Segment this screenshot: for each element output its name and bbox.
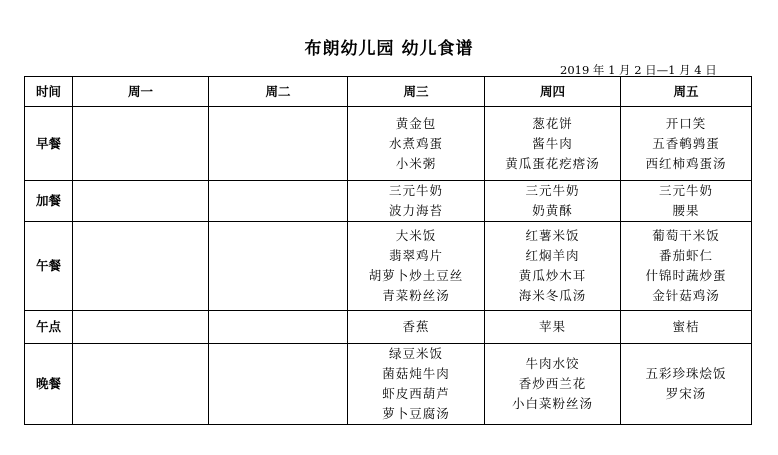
dish-item: 香蕉 [402,319,430,334]
dish-item: 胡萝卜炒土豆丝 [368,268,464,283]
menu-row-breakfast [25,107,752,181]
menu-cell-tue [209,311,348,344]
dish-item: 菌菇炖牛肉 [382,366,450,381]
header-day-fri: 周五 [621,77,752,107]
dish-item: 大米饭 [395,228,437,243]
menu-cell-wed [348,344,485,425]
dish-item: 黄瓜蛋花疙瘩汤 [505,155,600,171]
dish-item: 青菜粉丝汤 [382,288,450,303]
dish-item: 香炒西兰花 [518,376,587,391]
menu-cell-fri [621,107,752,181]
menu-cell-thu [485,222,621,311]
menu-row-snack [25,181,752,222]
dish-item: 葡萄干米饭 [652,228,720,243]
dish-item: 罗宋汤 [665,386,707,401]
dish-item: 红焖羊肉 [525,248,580,263]
header-day-tue: 周二 [209,77,348,107]
dish-item: 奶黄酥 [532,203,573,218]
dish-item: 水煮鸡蛋 [388,135,443,151]
dish-item: 苹果 [538,319,566,334]
dish-item: 波力海苔 [388,203,443,218]
menu-cell-tue [209,107,348,181]
header-day-thu: 周四 [485,77,621,107]
page-title: 布朗幼儿园 幼儿食谱 [304,39,474,59]
menu-cell-tue [209,181,348,222]
menu-cell-mon [73,181,209,222]
meal-label: 加餐 [25,181,73,222]
dish-item: 牛肉水饺 [525,356,580,371]
dish-item: 腰果 [672,203,700,218]
dish-item: 虾皮西葫芦 [382,386,450,401]
menu-cell-fri [621,311,752,344]
dish-item: 金针菇鸡汤 [652,288,720,303]
dish-item: 三元牛奶 [388,183,443,198]
dish-item: 什锦时蔬炒蛋 [645,268,727,283]
menu-cell-tue [209,344,348,425]
meal-label: 晚餐 [25,344,73,425]
menu-cell-fri [621,222,752,311]
dish-item: 小白菜粉丝汤 [511,396,593,411]
date-range: 2019 年 1 月 2 日—1 月 4 日 [560,63,717,77]
dish-item: 红薯米饭 [525,228,580,243]
menu-cell-fri [621,344,752,425]
dish-item: 黄瓜炒木耳 [518,268,587,283]
header-time: 时间 [25,77,73,107]
dish-item: 西红柿鸡蛋汤 [645,155,727,171]
menu-cell-thu [485,181,621,222]
menu-cell-wed [348,181,485,222]
menu-row-afternoon-snack [25,311,752,344]
menu-cell-fri [621,181,752,222]
header-row [25,77,752,107]
dish-item: 葱花饼 [532,115,573,131]
meal-label: 午点 [25,311,73,344]
meal-label: 早餐 [25,107,73,181]
menu-cell-tue [209,222,348,311]
menu-cell-thu [485,311,621,344]
menu-cell-wed [348,222,485,311]
dish-item: 五彩珍珠烩饭 [645,366,727,381]
menu-cell-thu [485,107,621,181]
menu-row-lunch [25,222,752,311]
dish-item: 三元牛奶 [658,183,713,198]
dish-item: 萝卜豆腐汤 [382,406,450,421]
menu-table [24,76,752,425]
dish-item: 小米粥 [395,155,437,171]
header-day-mon: 周一 [73,77,209,107]
dish-item: 番茄虾仁 [658,248,713,263]
menu-cell-mon [73,107,209,181]
dish-item: 开口笑 [665,115,707,131]
dish-item: 黄金包 [395,115,437,131]
menu-cell-wed [348,107,485,181]
meal-label: 午餐 [25,222,73,311]
dish-item: 绿豆米饭 [388,346,443,361]
dish-item: 酱牛肉 [532,135,573,151]
header-day-wed: 周三 [348,77,485,107]
dish-item: 蜜桔 [672,319,700,334]
dish-item: 五香鹌鹑蛋 [652,135,720,151]
dish-item: 三元牛奶 [525,183,580,198]
menu-cell-mon [73,344,209,425]
menu-row-dinner [25,344,752,425]
menu-cell-mon [73,222,209,311]
dish-item: 翡翠鸡片 [388,248,443,263]
dish-item: 海米冬瓜汤 [518,288,587,303]
menu-cell-wed [348,311,485,344]
menu-cell-mon [73,311,209,344]
menu-cell-thu [485,344,621,425]
